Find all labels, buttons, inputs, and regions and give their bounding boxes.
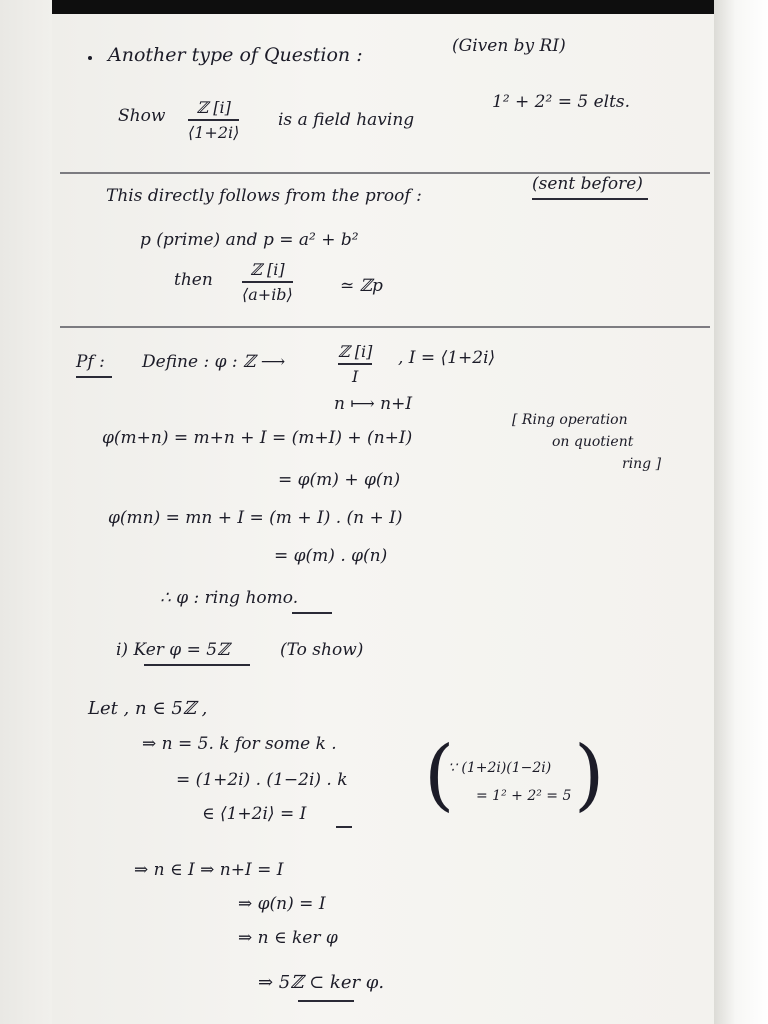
then-word: then [174, 270, 213, 290]
fraction-numerator: ℤ [i] [196, 98, 231, 117]
step-n-in-ideal: ⇒ n ∈ I ⇒ n+I = I [134, 860, 284, 880]
multiplicativity-result: = φ(m) . φ(n) [274, 546, 388, 566]
aside-sum-of-squares: = 1² + 2² = 5 [476, 788, 572, 804]
fraction-bar [242, 281, 293, 283]
aside-product: ∵ (1+2i)(1−2i) [448, 760, 552, 776]
to-show-note: (To show) [280, 640, 364, 660]
step-n-in-kernel: ⇒ n ∈ ker φ [238, 928, 338, 948]
section-divider [60, 326, 710, 328]
ideal-underline [336, 826, 352, 828]
prime-condition: p (prime) and p = a² + b² [140, 230, 359, 250]
additivity-line: φ(m+n) = m+n + I = (m+I) + (n+I) [102, 428, 413, 448]
given-by-note: (Given by RI) [452, 36, 566, 56]
fraction-numerator: ℤ [i] [338, 342, 373, 361]
gaussian-quotient-fraction [242, 260, 293, 304]
let-statement: Let , n ∈ 5ℤ , [88, 698, 208, 719]
sent-before-underline [532, 198, 648, 200]
proof-label: Pf : [76, 352, 105, 372]
additivity-result: = φ(m) + φ(n) [278, 470, 401, 490]
kernel-claim-underline [144, 664, 250, 666]
sent-before-note: (sent before) [532, 174, 643, 194]
kernel-claim: i) Ker φ = 5ℤ [116, 640, 230, 660]
multiplicativity-line: φ(mn) = mn + I = (m + I) . (n + I) [108, 508, 403, 528]
field-statement: is a field having [278, 110, 415, 130]
fraction-denominator: ⟨a+ib⟩ [242, 284, 293, 304]
step-in-ideal: ∈ ⟨1+2i⟩ = I [202, 804, 307, 824]
show-word: Show [118, 106, 166, 126]
notebook-page [52, 14, 714, 1024]
ring-note-line2: on quotient [552, 434, 634, 450]
follows-from-proof: This directly follows from the proof : [106, 186, 422, 206]
kernel-inclusion-conclusion: ⇒ 5ℤ ⊂ ker φ. [258, 972, 385, 993]
page-left-margin [0, 0, 52, 1024]
map-definition: Define : φ : ℤ ⟶ [142, 352, 286, 372]
aside-left-paren: ( [424, 730, 455, 820]
step-factorization: = (1+2i) . (1−2i) . k [176, 770, 348, 790]
fraction-denominator: ⟨1+2i⟩ [188, 122, 240, 142]
fraction-bar [338, 363, 372, 365]
question-heading: Another type of Question : [108, 44, 363, 66]
bullet-point [88, 56, 92, 60]
ring-note-line3: ring ] [622, 456, 662, 472]
aside-right-paren: ) [574, 730, 605, 820]
step-n-equals-5k: ⇒ n = 5. k for some k . [142, 734, 337, 754]
fraction-numerator: ℤ [i] [250, 260, 285, 279]
step-phi-n: ⇒ φ(n) = I [238, 894, 326, 914]
page-right-margin [714, 0, 768, 1024]
ideal-definition: , I = ⟨1+2i⟩ [398, 348, 496, 368]
proof-label-underline [76, 376, 112, 378]
ring-homo-conclusion: ∴ φ : ring homo. [160, 588, 299, 608]
homo-underline [292, 612, 332, 614]
scan-top-shadow [52, 0, 714, 14]
fraction-denominator: I [352, 366, 359, 386]
ring-note-line1: [ Ring operation [512, 412, 628, 428]
map-rule: n ⟼ n+I [334, 394, 413, 414]
conclusion-underline [298, 1000, 354, 1002]
quotient-ring-fraction [188, 98, 239, 142]
fraction-bar [188, 119, 239, 121]
define-fraction [338, 342, 372, 386]
isomorphism-zp: ≃ ℤp [340, 276, 383, 296]
element-count: 1² + 2² = 5 elts. [492, 92, 631, 112]
